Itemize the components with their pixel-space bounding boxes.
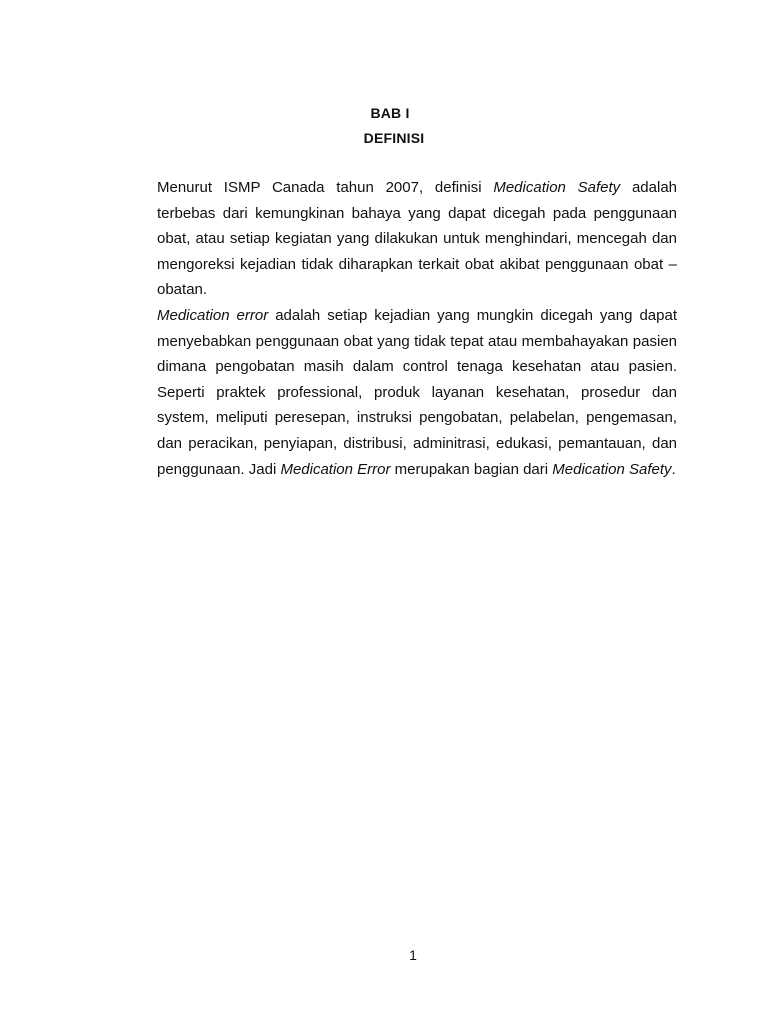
paragraph-medication-error [157,303,677,482]
page-number: 1 [409,947,417,963]
section-title: DEFINISI [363,130,425,146]
text-segment: adalah terbebas dari kemungkinan bahaya yang dapat dicegah pada penggunaan obat, atau setiap kegiatan yang dilakukan untuk menghindari, mencegah dan mengoreksi kejadian tidak diharapkan terkait obat akibat penggunaan obat – obatan. [157,179,677,299]
body-text [157,175,677,482]
italic-term: Medication Error [280,460,391,478]
chapter-heading: BAB I [370,105,410,121]
italic-term: Medication Safety [552,460,672,478]
italic-term: Medication Safety [493,179,621,196]
text-segment: adalah setiap kejadian yang mungkin dicegah yang dapat menyebabkan penggunaan obat yang tidak tepat atau membahayakan pasien dimana pengobatan masih dalam control tenaga kesehatan atau pasien. Seperti praktek professional, produk layanan kesehatan, prosedur dan system, meliputi peresepan, instruksi pengobatan, pelabelan, pengemasan, dan peracikan, penyiapan, distribusi, adminitrasi, edukasi, pemantauan, dan penggunaan. Jadi [157,306,677,478]
italic-term: Medication error [157,306,269,324]
text-segment: merupakan bagian dari [390,460,553,478]
text-segment: . [671,460,676,478]
text-segment: Menurut ISMP Canada tahun 2007, definisi [157,179,494,196]
paragraph-medication-safety [157,175,677,303]
